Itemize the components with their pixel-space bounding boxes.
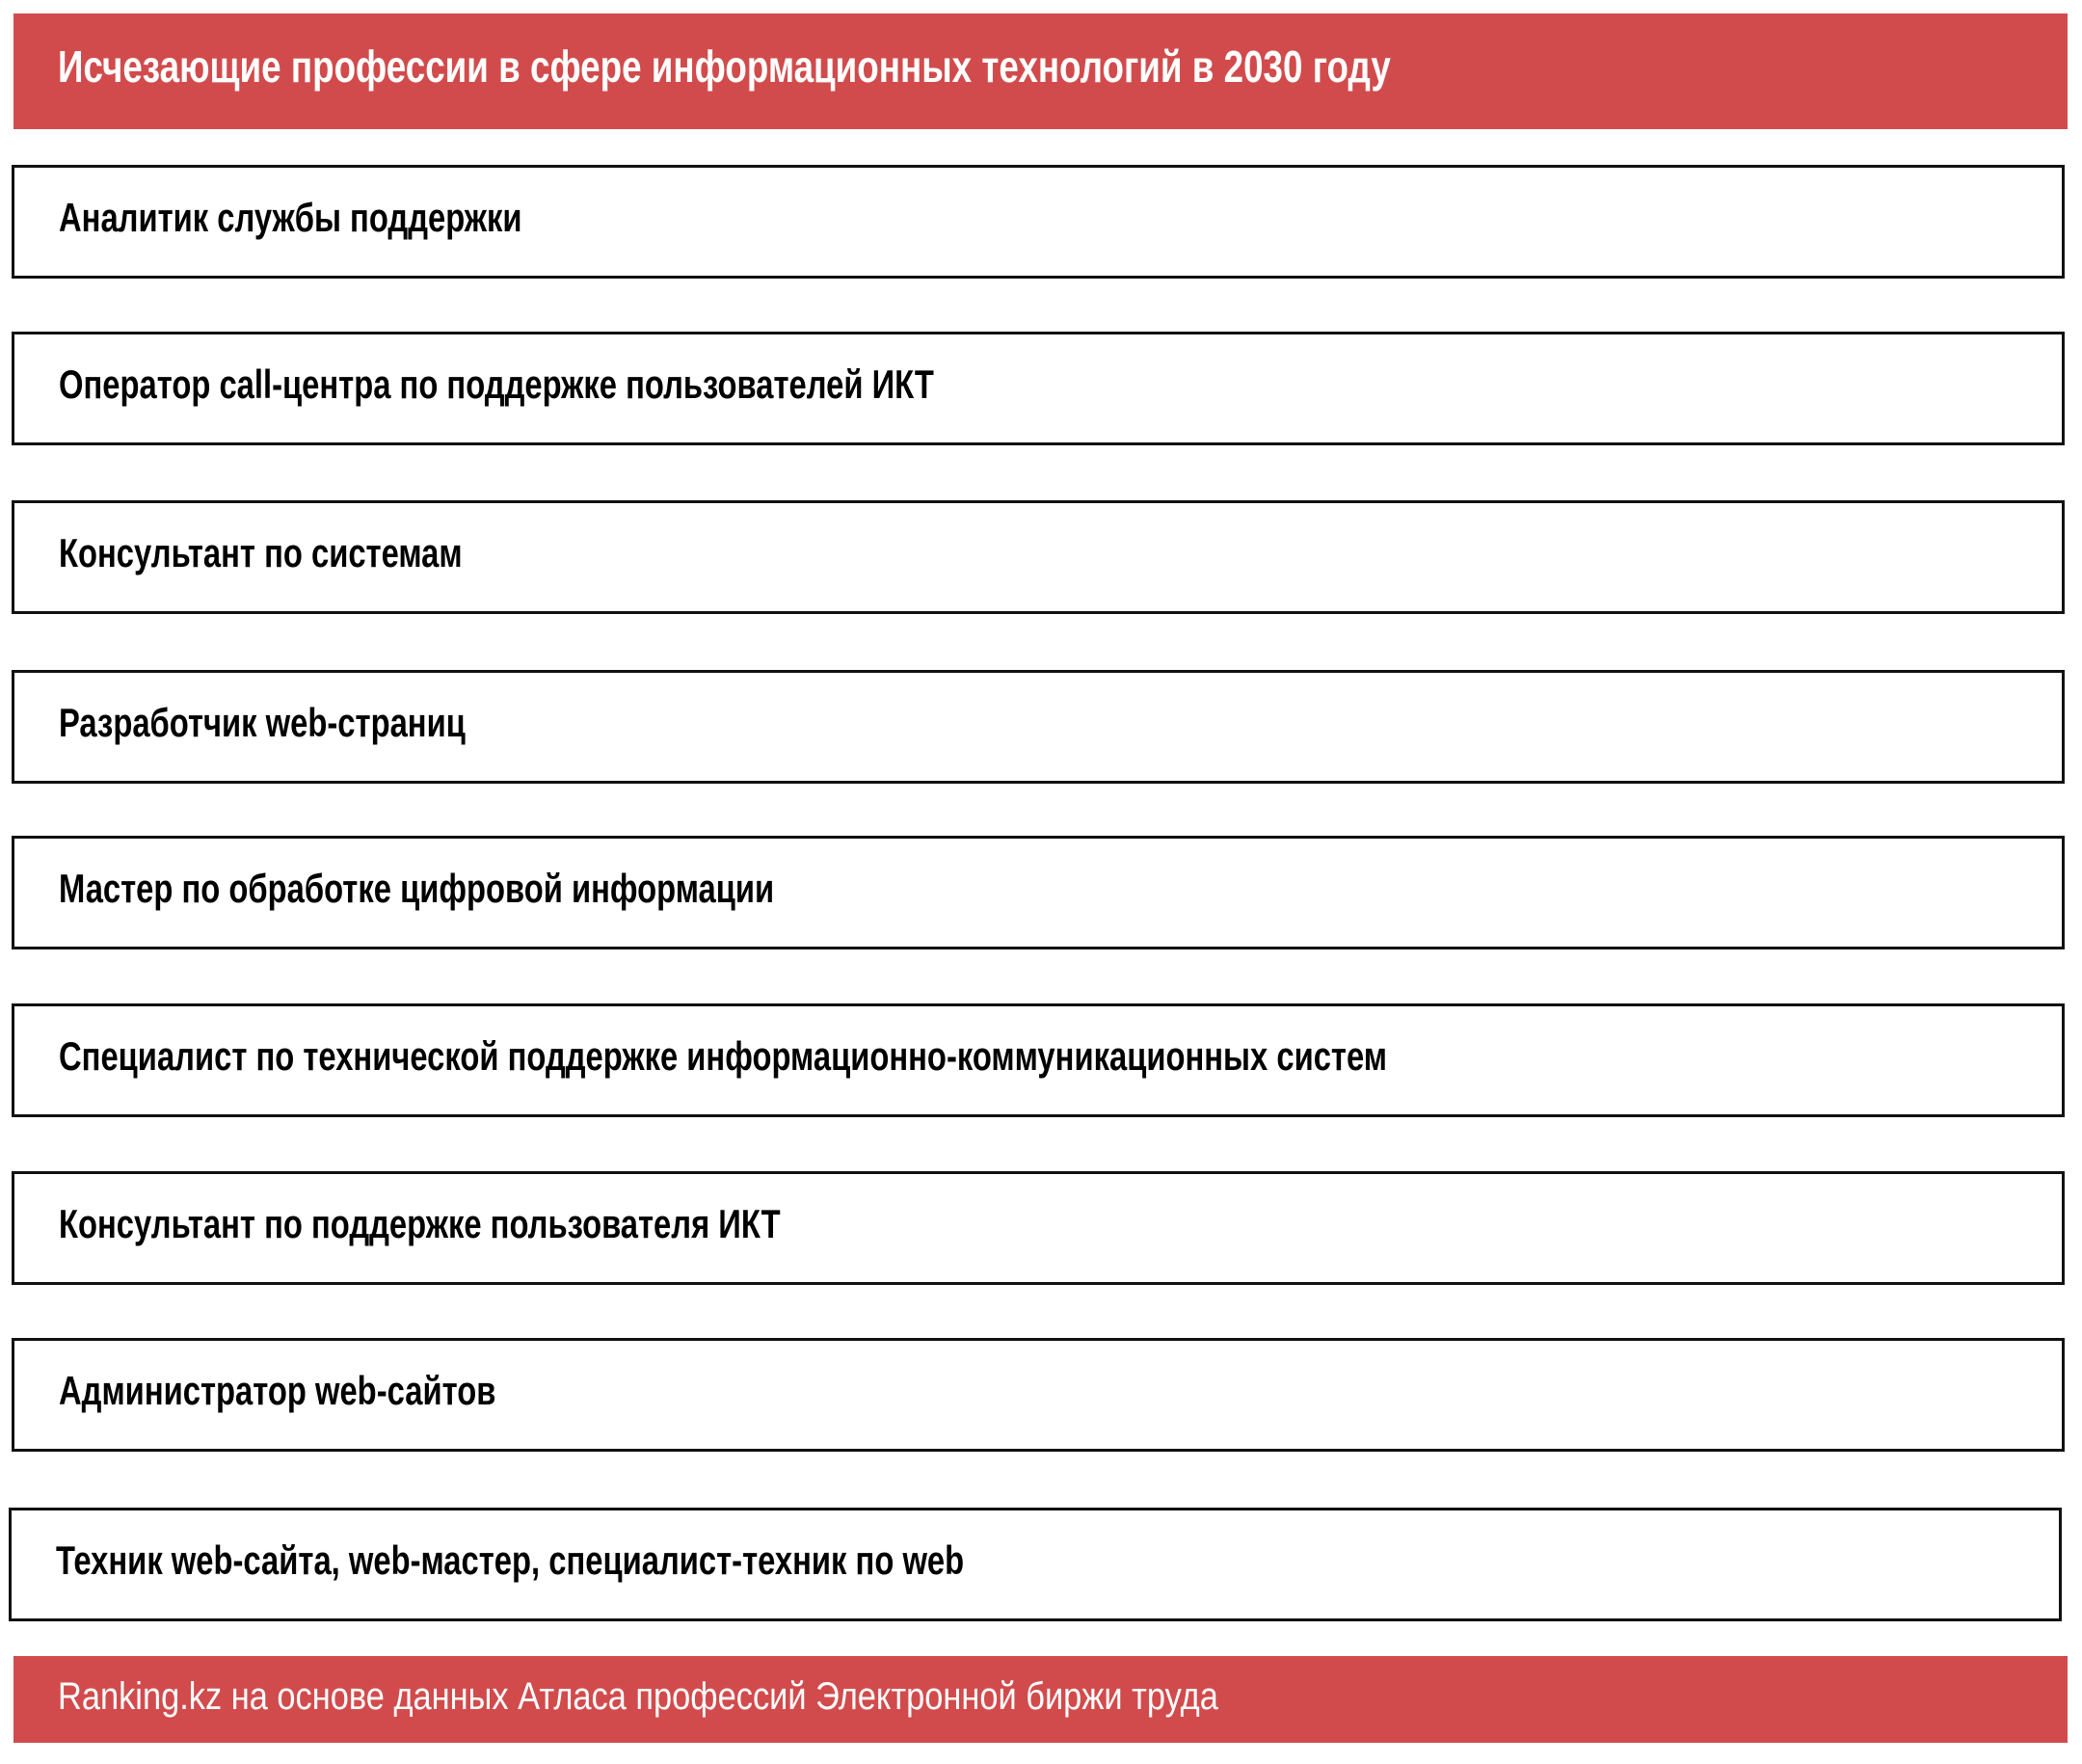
profession-label: Разработчик web-страниц [59, 700, 466, 745]
profession-item [12, 670, 2065, 784]
profession-label: Специалист по технической поддержке информационно-коммуникационных систем [59, 1033, 1388, 1079]
profession-label: Аналитик службы поддержки [59, 195, 522, 240]
profession-item [12, 500, 2065, 614]
profession-item [12, 836, 2065, 949]
profession-item [12, 1338, 2065, 1452]
profession-label: Администратор web-сайтов [59, 1368, 496, 1413]
profession-label: Техник web-сайта, web-мастер, специалист-техник по web [56, 1537, 965, 1583]
profession-item [12, 1003, 2065, 1117]
profession-label: Консультант по системам [59, 530, 463, 575]
source-footer [13, 1656, 2068, 1743]
page-title: Исчезающие профессии в сфере информационных технологий в 2030 году [58, 41, 1391, 92]
profession-item [12, 332, 2065, 445]
profession-item [9, 1508, 2062, 1621]
profession-label: Мастер по обработке цифровой информации [59, 866, 775, 911]
profession-item [12, 165, 2065, 279]
profession-label: Консультант по поддержке пользователя ИКТ [59, 1201, 781, 1246]
profession-item [12, 1171, 2065, 1285]
source-text: Ranking.kz на основе данных Атласа профессий Электронной биржи труда [58, 1675, 1218, 1718]
header-banner [13, 13, 2068, 129]
profession-label: Оператор call-центра по поддержке пользователей ИКТ [59, 361, 934, 407]
